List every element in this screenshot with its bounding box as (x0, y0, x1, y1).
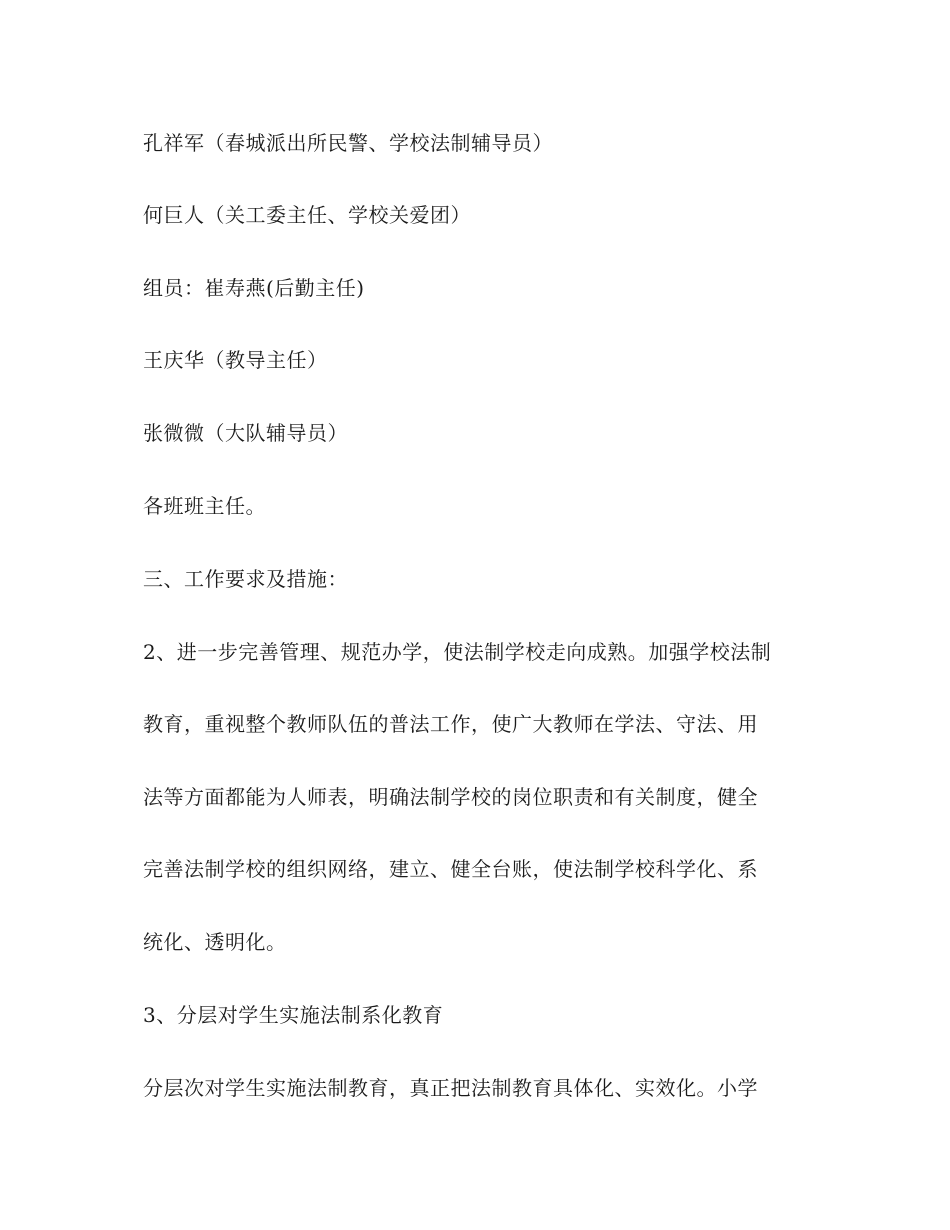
section-heading: 三、工作要求及措施： (143, 567, 348, 591)
member-line-wang: 王庆华（教导主任） (143, 348, 328, 372)
paragraph-line: 完善法制学校的组织网络，建立、健全台账，使法制学校科学化、系 (143, 857, 758, 881)
paragraph-line: 统化、透明化。 (143, 930, 287, 954)
paragraph-line: 法等方面都能为人师表，明确法制学校的岗位职责和有关制度，健全 (143, 785, 758, 809)
subsection-heading: 3、分层对学生实施法制系化教育 (143, 1003, 444, 1027)
member-line-cui: 组员：崔寿燕(后勤主任) (143, 276, 365, 300)
member-line-class-teachers: 各班班主任。 (143, 494, 266, 518)
paragraph-line: 分层次对学生实施法制教育，真正把法制教育具体化、实效化。小学 (143, 1076, 758, 1100)
paragraph-line: 教育，重视整个教师队伍的普法工作，使广大教师在学法、守法、用 (143, 712, 758, 736)
member-line-kong: 孔祥军（春城派出所民警、学校法制辅导员） (143, 131, 553, 155)
member-line-he: 何巨人（关工委主任、学校关爱团） (143, 203, 471, 227)
paragraph-line: 2、进一步完善管理、规范办学，使法制学校走向成熟。加强学校法制 (143, 640, 772, 664)
member-line-zhang: 张微微（大队辅导员） (143, 421, 348, 445)
